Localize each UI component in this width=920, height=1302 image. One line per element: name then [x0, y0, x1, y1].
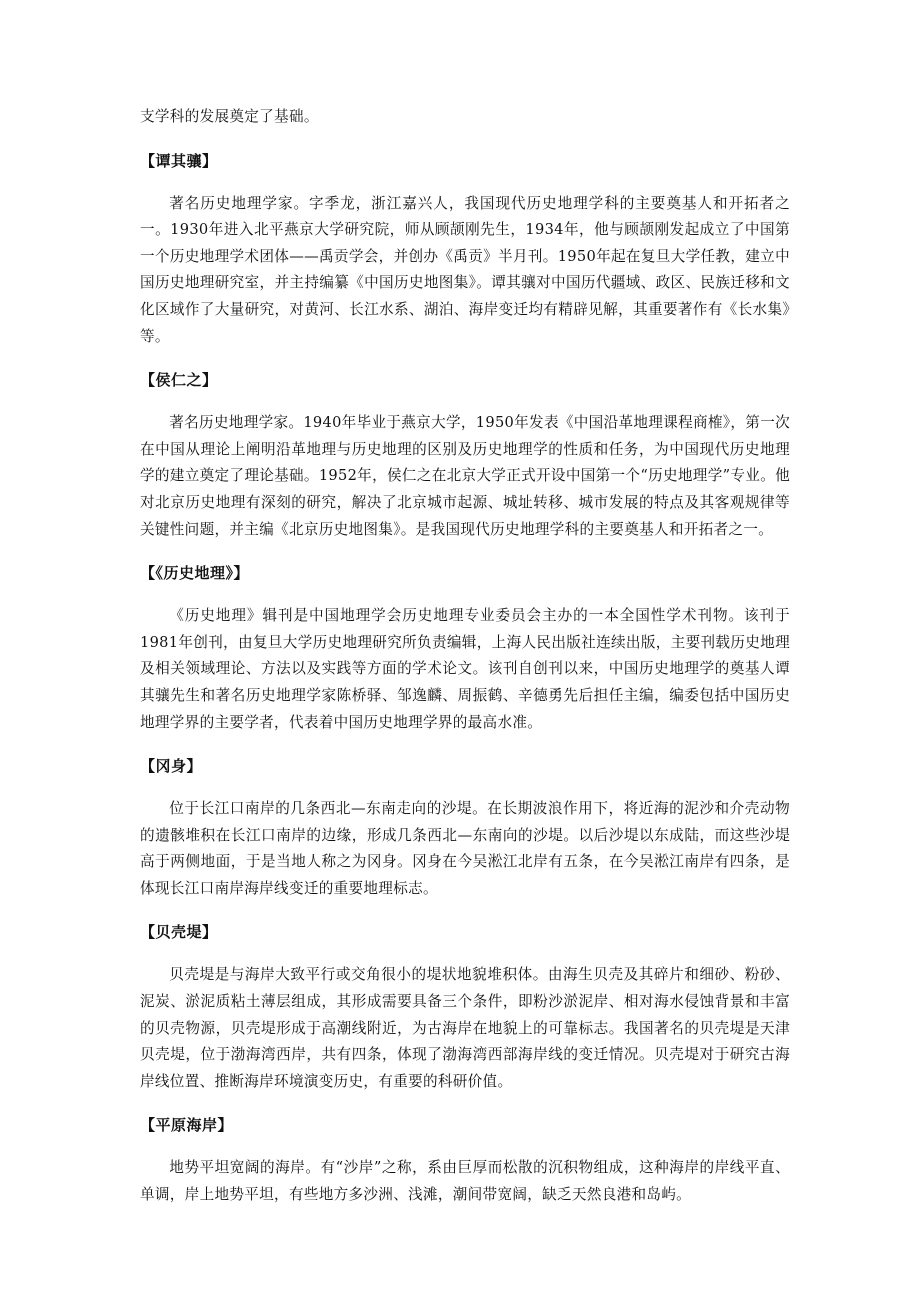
lead-paragraph: 支学科的发展奠定了基础。	[140, 108, 319, 125]
entry-body: 位于长江口南岸的几条西北—东南走向的沙堤。在长期波浪作用下，将近海的泥沙和介壳动物的遗骸堆积在长江口南岸的边缘，形成几条西北—东南向的沙堤。以后沙堤以东成陆，而这些沙堤高于两侧地面，于是当地人称之为冈身。冈身在今吴淞江北岸有五条，在今吴淞江南岸有四条，是体现长江口南岸海岸线变迁的重要地理标志。	[140, 800, 790, 897]
entry-heading: 【侯仁之】	[140, 371, 218, 390]
entry-heading: 【平原海岸】	[140, 1116, 234, 1135]
entry-hou-renzhi	[140, 367, 790, 543]
entry-body: 著名历史地理学家。1940年毕业于燕京大学，1950年发表《中国沿革地理课程商榷》，第一次在中国从理论上阐明沿革地理与历史地理的区别及历史地理学的性质和任务，为中国现代历史地理学的建立奠定了理论基础。1952年，侯仁之在北京大学正式开设中国第一个“历史地理学”专业。他对北京历史地理有深刻的研究，解决了北京城市起源、城址转移、城市发展的特点及其客观规律等关键性问题，并主编《北京历史地图集》。是我国现代历史地理学科的主要奠基人和开拓者之一。	[140, 414, 790, 538]
document-page	[140, 104, 790, 1209]
entry-gangshen	[140, 753, 790, 902]
entry-historical-geography-journal	[140, 560, 790, 736]
entry-plain-coast	[140, 1112, 790, 1208]
entry-heading: 【谭其骧】	[140, 151, 218, 170]
entry-heading: 【《历史地理》】	[140, 564, 250, 583]
entry-heading: 【贝壳堤】	[140, 923, 218, 942]
entry-body: 地势平坦宽阔的海岸。有“沙岸”之称，系由巨厚而松散的沉积物组成，这种海岸的岸线平直、单调，岸上地势平坦，有些地方多沙洲、浅滩，潮间带宽阔，缺乏天然良港和岛屿。	[140, 1159, 790, 1204]
entry-body: 《历史地理》辑刊是中国地理学会历史地理专业委员会主办的一本全国性学术刊物。该刊于1981年创刊，由复旦大学历史地理研究所负责编辑，上海人民出版社连续出版，主要刊载历史地理及相关领域理论、方法以及实践等方面的学术论文。该刊自创刊以来，中国历史地理学的奠基人谭其骧先生和著名历史地理学家陈桥驿、邹逸麟、周振鹤、辛德勇先后担任主编，编委包括中国历史地理学界的主要学者，代表着中国历史地理学界的最高水准。	[140, 607, 790, 731]
entry-tan-qixiang	[140, 148, 790, 351]
entry-body: 著名历史地理学家。字季龙，浙江嘉兴人，我国现代历史地理学科的主要奠基人和开拓者之一。1930年进入北平燕京大学研究院，师从顾颉刚先生，1934年，他与顾颉刚发起成立了中国第一个历史地理学术团体——禹贡学会，并创办《禹贡》半月刊。1950年起在复旦大学任教，建立中国历史地理研究室，并主持编纂《中国历史地图集》。谭其骧对中国历代疆域、政区、民族迁移和文化区域作了大量研究，对黄河、长江水系、湖泊、海岸变迁均有精辟见解，其重要著作有《长水集》等。	[140, 194, 790, 345]
entry-body: 贝壳堤是与海岸大致平行或交角很小的堤状地貌堆积体。由海生贝壳及其碎片和细砂、粉砂、泥炭、淤泥质粘土薄层组成，其形成需要具备三个条件，即粉沙淤泥岸、相对海水侵蚀背景和丰富的贝壳物源，贝壳堤形成于高潮线附近，为古海岸在地貌上的可靠标志。我国著名的贝壳堤是天津贝壳堤，位于渤海湾西岸，共有四条，体现了渤海湾西部海岸线的变迁情况。贝壳堤对于研究古海岸线位置、推断海岸环境演变历史，有重要的科研价值。	[140, 966, 790, 1090]
entry-shell-ridge	[140, 919, 790, 1095]
entry-heading: 【冈身】	[140, 757, 203, 776]
